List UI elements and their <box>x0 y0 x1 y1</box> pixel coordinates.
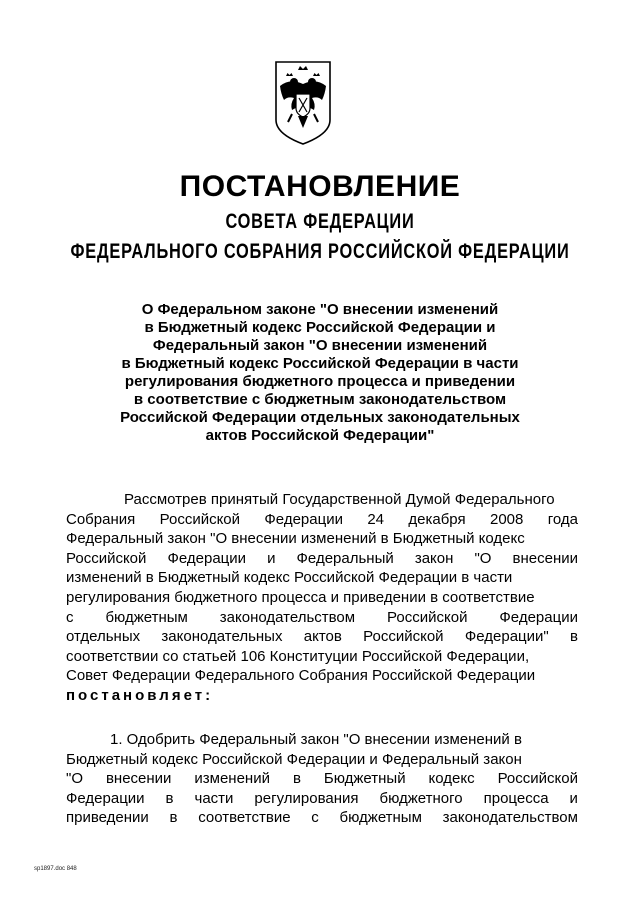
text-line: Федеральный закон "О внесении изменений в Бюджетный кодекс <box>66 530 525 548</box>
word: 2008 <box>489 510 524 528</box>
word: соответствие <box>198 809 291 827</box>
word: кодекс <box>428 770 475 788</box>
heading-line: в Бюджетный кодекс Российской Федерации и <box>144 319 496 336</box>
word: в <box>169 809 178 827</box>
word: Федеральный <box>296 549 394 567</box>
heading-line: в соответствие с бюджетным законодательством <box>133 391 507 408</box>
text-line: Совет Федерации Федерального Собрания Российской Федерации <box>66 667 536 685</box>
text-line: Рассмотрев принятый Государственной Думой Федерального <box>124 491 555 508</box>
word: Российской <box>363 628 444 646</box>
document-title: ПОСТАНОВЛЕНИЕ <box>179 170 461 203</box>
text-line <box>66 608 578 628</box>
coat-of-arms-icon <box>272 60 334 146</box>
word: Федерации" <box>464 628 549 646</box>
word: законодательством <box>219 608 356 626</box>
text-line <box>66 808 578 828</box>
word: изменений <box>194 770 270 788</box>
file-reference: sp1897.doc 848 <box>34 866 77 872</box>
heading-line: Российской Федерации отдельных законодательных <box>120 409 520 426</box>
word: Федерации <box>167 549 247 567</box>
word: и <box>267 549 276 567</box>
word: бюджетного <box>379 789 463 807</box>
word: Российской <box>159 510 241 528</box>
text-line <box>66 549 578 569</box>
heading-line: регулирования бюджетного процесса и приведении <box>124 373 516 390</box>
word: "О <box>474 549 492 567</box>
text-line <box>66 769 578 789</box>
issuer-line-1: СОВЕТА ФЕДЕРАЦИИ <box>225 210 415 233</box>
issuer-line-2: ФЕДЕРАЛЬНОГО СОБРАНИЯ РОССИЙСКОЙ ФЕДЕРАЦИИ <box>70 240 570 263</box>
resolution-heading <box>92 301 548 445</box>
text-line: регулирования бюджетного процесса и приведении в соответствие <box>66 588 535 606</box>
word: Федерации <box>499 608 578 626</box>
text-line <box>66 627 578 647</box>
word: Российской <box>387 608 468 626</box>
text-line: изменений в Бюджетный кодекс Российской Федерации в части <box>66 569 513 587</box>
resolves-word: постановляет: <box>66 686 214 704</box>
word: актов <box>303 628 342 646</box>
heading-line: Федеральный закон "О внесении изменений <box>152 337 488 354</box>
word: Бюджетный <box>323 770 406 788</box>
text-line: 1. Одобрить Федеральный закон "О внесении изменений в <box>110 731 522 748</box>
word: процесса <box>483 789 549 807</box>
word: "О <box>66 770 83 788</box>
heading-line: О Федеральном законе "О внесении изменений <box>141 301 499 318</box>
word: в <box>165 789 174 807</box>
word: 24 <box>367 510 385 528</box>
word: Федерации <box>66 789 145 807</box>
preamble-paragraph <box>66 490 578 706</box>
word: бюджетным <box>105 608 188 626</box>
article-1-paragraph <box>66 730 578 828</box>
heading-line: в Бюджетный кодекс Российской Федерации в части <box>121 355 519 372</box>
word: внесении <box>105 770 172 788</box>
word: закон <box>414 549 454 567</box>
word: бюджетным <box>339 809 422 827</box>
word: внесении <box>512 549 578 567</box>
word: законодательством <box>442 809 578 827</box>
text-line <box>66 789 578 809</box>
word: года <box>547 510 578 528</box>
word: в <box>570 628 578 646</box>
text-line <box>66 510 578 530</box>
word: с <box>66 608 74 626</box>
word: Собрания <box>66 510 136 528</box>
heading-line: актов Российской Федерации" <box>205 427 435 444</box>
text-line: соответствии со статьей 106 Конституции Российской Федерации, <box>66 647 530 665</box>
word: Российской <box>497 770 578 788</box>
word: Российской <box>66 549 147 567</box>
word: в <box>292 770 301 788</box>
word: части <box>194 789 234 807</box>
word: с <box>311 809 319 827</box>
word: отдельных <box>66 628 141 646</box>
word: и <box>569 789 578 807</box>
word: приведении <box>66 809 149 827</box>
word: декабря <box>408 510 466 528</box>
word: Федерации <box>264 510 343 528</box>
text-line: Бюджетный кодекс Российской Федерации и Федеральный закон <box>66 750 522 768</box>
word: законодательных <box>161 628 283 646</box>
word: регулирования <box>254 789 359 807</box>
